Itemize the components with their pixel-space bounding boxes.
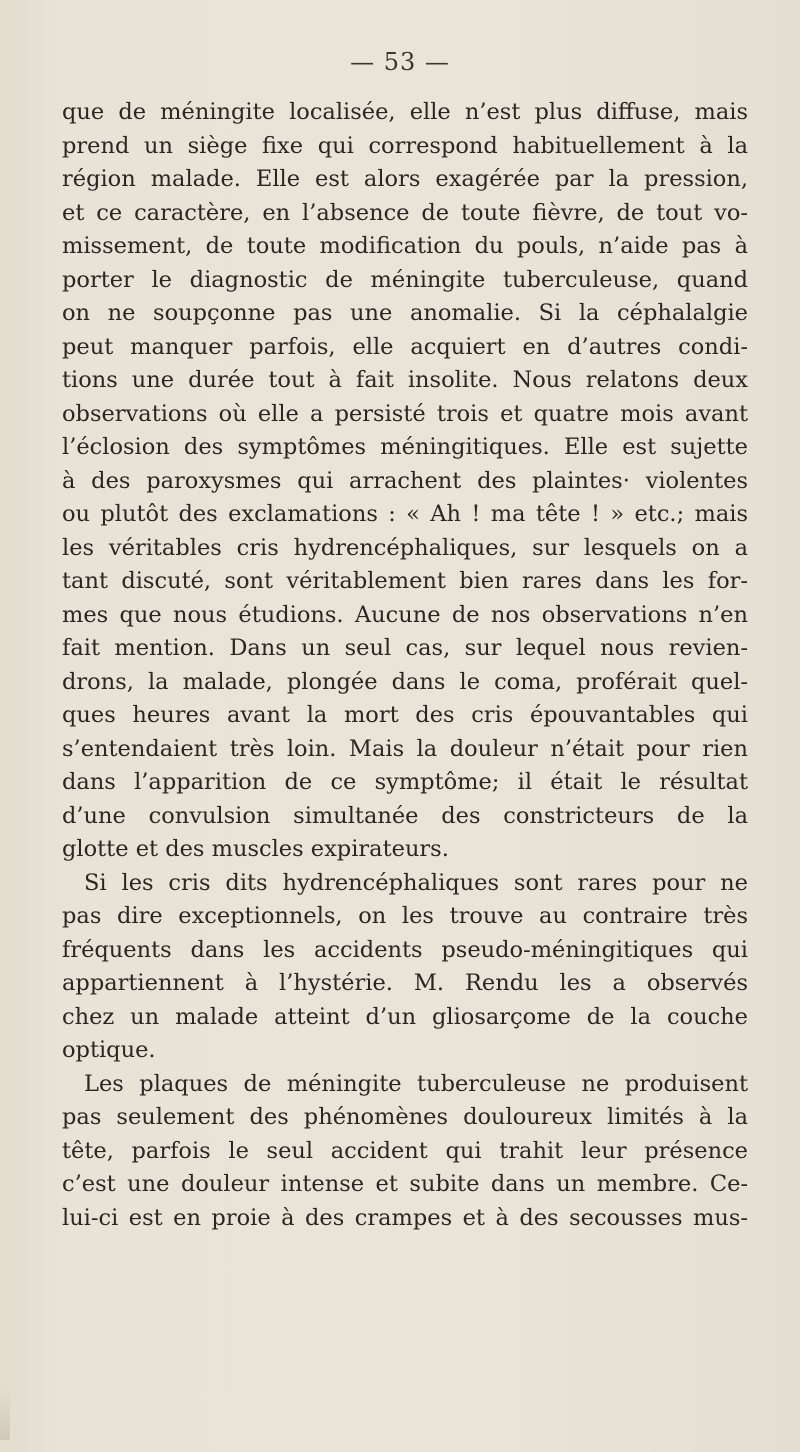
page-edge-shadow — [0, 1390, 10, 1440]
text-line: l’éclosion des symptômes méningitiques. Elle est sujette — [62, 434, 748, 460]
text-line: les véritables cris hydrencéphaliques, sur lesquels on a — [62, 534, 748, 561]
paragraph-start-line: Si les cris dits hydrencéphaliques sont rares pour ne — [84, 869, 748, 896]
text-line: peut manquer parfois, elle acquiert en d’autres condi- — [62, 333, 748, 360]
text-line: dans l’apparition de ce symptôme; il était le résultat — [62, 769, 748, 795]
text-line: fréquents dans les accidents pseudo-méningitiques qui — [62, 936, 748, 963]
text-line: pas seulement des phénomènes douloureux limités à la — [62, 1104, 748, 1130]
paragraph-start-line: Les plaques de méningite tuberculeuse ne produisent — [84, 1070, 748, 1097]
text-line: drons, la malade, plongée dans le coma, proférait quel- — [62, 668, 748, 695]
text-line: porter le diagnostic de méningite tuberculeuse, quand — [62, 266, 748, 293]
text-line: d’une convulsion simultanée des constricteurs de la — [62, 802, 748, 829]
text-line: s’entendaient très loin. Mais la douleur n’était pour rien — [62, 735, 748, 762]
text-line: à des paroxysmes qui arrachent des plaintes· violentes — [62, 467, 748, 494]
text-line: chez un malade atteint d’un gliosarçome de la couche — [62, 1003, 748, 1030]
text-line: appartiennent à l’hystérie. M. Rendu les a observés — [62, 970, 748, 996]
text-line: et ce caractère, en l’absence de toute fièvre, de tout vo- — [62, 199, 748, 226]
text-line: tant discuté, sont véritablement bien rares dans les for- — [62, 568, 748, 594]
paragraph-end-line: glotte et des muscles expirateurs. — [62, 836, 449, 862]
text-line: prend un siège fixe qui correspond habituellement à la — [62, 132, 748, 159]
text-line: fait mention. Dans un seul cas, sur lequel nous revien- — [62, 635, 748, 661]
text-line: tête, parfois le seul accident qui trahit leur présence — [62, 1137, 748, 1164]
text-line: mes que nous étudions. Aucune de nos observations n’en — [62, 601, 748, 628]
text-line: missement, de toute modification du pouls, n’aide pas à — [62, 233, 748, 259]
text-line: lui-ci est en proie à des crampes et à des secousses mus- — [62, 1204, 748, 1231]
page-number: — 53 — — [350, 48, 450, 76]
text-line: région malade. Elle est alors exagérée par la pression, — [62, 166, 748, 192]
text-line: observations où elle a persisté trois et quatre mois avant — [62, 400, 748, 427]
body-text — [62, 96, 748, 1235]
text-line: tions une durée tout à fait insolite. Nous relatons deux — [62, 367, 748, 393]
text-line: on ne soupçonne pas une anomalie. Si la céphalalgie — [62, 300, 748, 326]
text-line: pas dire exceptionnels, on les trouve au contraire très — [62, 903, 748, 929]
paragraph-end-line: optique. — [62, 1037, 156, 1063]
text-line: ques heures avant la mort des cris épouvantables qui — [62, 702, 748, 728]
text-line: que de méningite localisée, elle n’est plus diffuse, mais — [62, 99, 748, 125]
text-line: c’est une douleur intense et subite dans un membre. Ce- — [62, 1171, 748, 1197]
text-line: ou plutôt des exclamations : « Ah ! ma tête ! » etc.; mais — [62, 501, 748, 527]
